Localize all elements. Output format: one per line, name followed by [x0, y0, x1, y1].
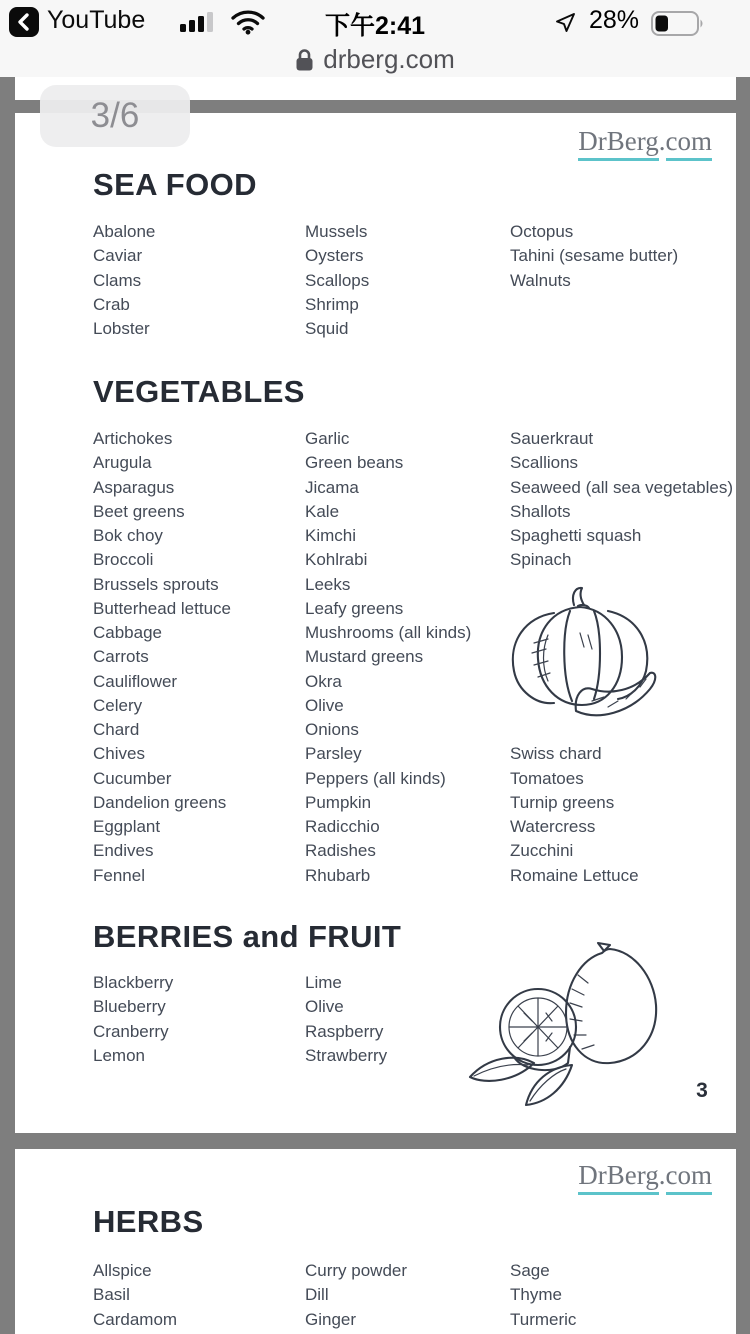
list-item: Spaghetti squash	[510, 526, 642, 545]
list-item: Blackberry	[93, 973, 174, 992]
lemon-illustration	[462, 935, 692, 1115]
list-item: Artichokes	[93, 429, 173, 448]
lock-icon	[295, 48, 314, 72]
pdf-page-4	[15, 1149, 736, 1334]
list-item: Mussels	[305, 222, 368, 241]
list-item: Lobster	[93, 319, 150, 338]
food-list-column	[93, 971, 173, 1068]
list-item: Turnip greens	[510, 792, 615, 812]
list-item: Zucchini	[510, 841, 574, 861]
list-item: Cabbage	[93, 623, 163, 642]
battery-icon	[651, 11, 707, 37]
list-item: Jicama	[305, 477, 359, 497]
food-list-column	[93, 220, 155, 341]
list-item: Bok choy	[93, 526, 163, 545]
battery-percent-label: 28%	[589, 6, 640, 34]
list-item: Fennel	[93, 865, 145, 885]
list-item: Abalone	[93, 222, 156, 241]
list-item: Allspice	[93, 1261, 152, 1280]
list-item: Curry powder	[305, 1261, 408, 1280]
list-item: Shrimp	[305, 294, 359, 314]
list-item: Turmeric	[510, 1309, 577, 1329]
list-item: Leafy greens	[305, 598, 404, 618]
list-item: Thyme	[510, 1285, 562, 1305]
list-item: Kimchi	[305, 526, 357, 545]
list-item: Butterhead lettuce	[93, 598, 231, 618]
section-heading-berries: BERRIES and FRUIT	[93, 919, 402, 954]
list-item: Cauliflower	[93, 671, 178, 691]
list-item: Beet greens	[93, 501, 185, 521]
list-item: Cucumber	[93, 768, 172, 788]
list-item: Broccoli	[93, 550, 154, 570]
list-item: Celery	[93, 695, 143, 715]
list-item: Dill	[305, 1285, 329, 1305]
url-bar[interactable]	[0, 42, 750, 77]
food-list-column	[510, 220, 678, 293]
list-item: Lime	[305, 973, 342, 992]
list-item: Parsley	[305, 744, 362, 764]
food-list-column	[305, 971, 387, 1068]
url-domain-label: drberg.com	[323, 44, 455, 74]
location-arrow-icon	[553, 11, 577, 35]
list-item: Swiss chard	[510, 744, 602, 764]
list-item: Sauerkraut	[510, 429, 594, 448]
list-item: Seaweed (all sea vegetables)	[510, 477, 734, 497]
pumpkin-illustration	[492, 583, 672, 733]
list-item: Onions	[305, 720, 359, 739]
list-item: Sage	[510, 1261, 550, 1280]
list-item: Squid	[305, 319, 349, 338]
list-item: Kohlrabi	[305, 550, 368, 570]
food-list-column	[510, 1259, 576, 1332]
list-item: Octopus	[510, 222, 574, 241]
list-item: Leeks	[305, 574, 351, 594]
list-item: Cardamom	[93, 1309, 178, 1329]
list-item: Tomatoes	[510, 768, 584, 788]
list-item: Scallops	[305, 270, 370, 290]
food-list-column	[305, 220, 369, 341]
section-heading-herbs: HERBS	[93, 1204, 204, 1239]
brand-logo	[578, 126, 712, 157]
list-item: Brussels sprouts	[93, 574, 219, 594]
pdf-viewer[interactable]	[0, 77, 750, 1334]
list-item: Peppers (all kinds)	[305, 768, 446, 788]
page-indicator-label: 3/6	[90, 96, 140, 135]
status-bar	[0, 0, 750, 77]
brand-logo-dot: .	[658, 126, 666, 156]
list-item: Radicchio	[305, 817, 380, 836]
list-item: Ginger	[305, 1309, 357, 1329]
list-item: Mustard greens	[305, 647, 424, 667]
list-item: Dandelion greens	[93, 792, 227, 812]
list-item: Olive	[305, 695, 344, 715]
list-item: Asparagus	[93, 477, 175, 497]
list-item: Walnuts	[510, 270, 571, 290]
food-list-column	[305, 427, 471, 888]
list-item: Tahini (sesame butter)	[510, 246, 679, 266]
list-item: Chives	[93, 744, 145, 764]
list-item: Watercress	[510, 817, 596, 836]
page-number-label: 3	[696, 1079, 708, 1102]
list-item: Blueberry	[93, 997, 166, 1017]
list-item: Oysters	[305, 246, 364, 266]
brand-logo-dot: .	[658, 1160, 666, 1190]
list-item: Basil	[93, 1285, 130, 1305]
list-item: Green beans	[305, 453, 404, 473]
list-item: Scallions	[510, 453, 579, 473]
list-item: Eggplant	[93, 817, 161, 836]
food-list-column	[305, 1259, 407, 1332]
section-heading-vegetables: VEGETABLES	[93, 374, 305, 409]
back-app-label[interactable]: YouTube	[47, 6, 146, 34]
pdf-page-3	[15, 113, 736, 1133]
list-item: Olive	[305, 997, 344, 1017]
list-item: Mushrooms (all kinds)	[305, 623, 472, 642]
list-item: Shallots	[510, 501, 571, 521]
list-item: Chard	[93, 720, 140, 739]
list-item: Strawberry	[305, 1045, 388, 1065]
food-list-column	[93, 427, 231, 888]
page-indicator-pill	[40, 85, 190, 147]
brand-logo	[578, 1160, 712, 1191]
list-item: Okra	[305, 671, 342, 691]
brand-logo-main: DrBerg	[578, 1160, 659, 1195]
food-list-column	[93, 1259, 177, 1332]
list-item: Rhubarb	[305, 865, 371, 885]
list-item: Endives	[93, 841, 154, 861]
list-item: Romaine Lettuce	[510, 865, 639, 885]
list-item: Spinach	[510, 550, 572, 570]
section-heading-seafood: SEA FOOD	[93, 167, 257, 202]
list-item: Pumpkin	[305, 792, 372, 812]
brand-logo-main: DrBerg	[578, 126, 659, 161]
brand-logo-tld: com	[666, 126, 713, 161]
list-item: Arugula	[93, 453, 152, 473]
list-item: Raspberry	[305, 1021, 384, 1041]
list-item: Garlic	[305, 429, 350, 448]
list-item: Cranberry	[93, 1021, 169, 1041]
list-item: Carrots	[93, 647, 149, 667]
list-item: Caviar	[93, 246, 143, 266]
list-item: Crab	[93, 294, 130, 314]
list-item: Radishes	[305, 841, 376, 861]
list-item: Kale	[305, 501, 340, 521]
brand-logo-tld: com	[666, 1160, 713, 1195]
clock-label: 下午2:41	[324, 12, 426, 40]
list-item: Clams	[93, 270, 142, 290]
list-item: Lemon	[93, 1045, 145, 1065]
